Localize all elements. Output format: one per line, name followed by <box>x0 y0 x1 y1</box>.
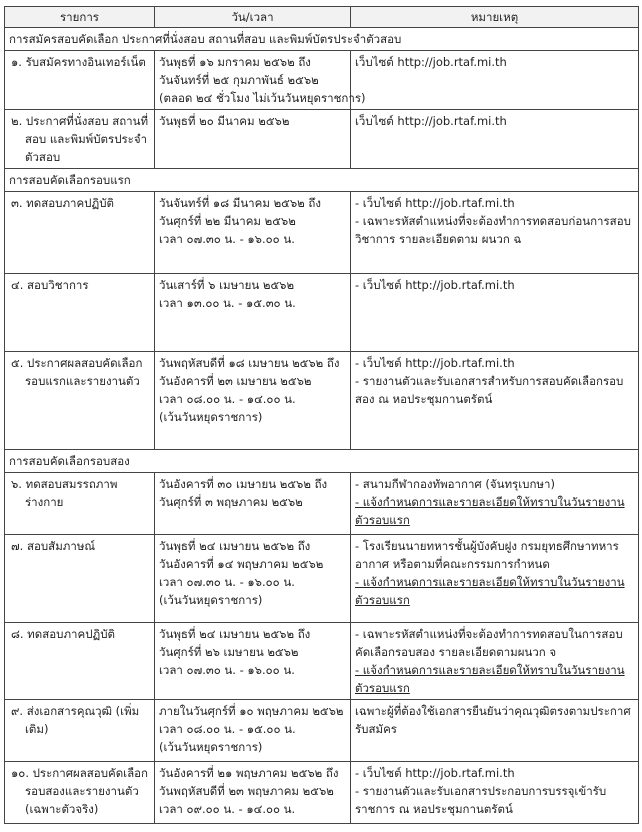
date-line: เวลา ๐๘.๐๐ น. - ๑๔.๐๐ น. <box>159 392 296 406</box>
date-line: วันพุธที่ ๒๐ มีนาคม ๒๕๖๒ <box>159 114 290 128</box>
date-line: (ตลอด ๒๔ ชั่วโมง ไม่เว้นวันหยุดราชการ) <box>159 91 366 105</box>
header-item: รายการ <box>5 7 155 28</box>
date-line: วันพฤหัสบดีที่ ๑๘ เมษายน ๒๕๖๒ ถึง <box>159 356 340 370</box>
date-line: เวลา ๐๙.๐๐ น. - ๑๔.๐๐ น. <box>159 802 296 816</box>
date-line: เวลา ๐๘.๐๐ น. - ๑๕.๐๐ น. <box>159 722 296 736</box>
table-row <box>5 192 639 274</box>
table-row <box>5 274 639 352</box>
date-line: วันอังคารที่ ๒๑ พฤษภาคม ๒๕๖๒ ถึง <box>159 766 339 780</box>
remark-text: เฉพาะผู้ที่ต้องใช้เอกสารยืนยันว่าคุณวุฒิตรงตามประกาศรับสมัคร <box>355 704 631 736</box>
date-line: วันเสาร์ที่ ๖ เมษายน ๒๕๖๒ <box>159 278 295 292</box>
header-date: วัน/เวลา <box>155 7 351 28</box>
section-row <box>5 450 639 473</box>
item-text: ๑๐. ประกาศผลสอบคัดเลือกรอบสองและรายงานตัว (เฉพาะตัวจริง) <box>11 766 149 816</box>
item-text: ๖. ทดสอบสมรรถภาพร่างกาย <box>11 477 118 509</box>
item-text: ๙. ส่งเอกสารคุณวุฒิ (เพิ่มเติม) <box>11 704 140 736</box>
date-line: วันพุธที่ ๒๔ เมษายน ๒๕๖๒ ถึง <box>159 627 311 641</box>
remark-text: เว็บไซต์ http://job.rtaf.mi.th <box>355 55 507 69</box>
date-line: เวลา ๐๗.๓๐ น. - ๑๖.๐๐ น. <box>159 663 295 677</box>
date-line: เวลา ๐๗.๓๐ น. - ๑๖.๐๐ น. <box>159 575 295 589</box>
date-line: วันศุกร์ที่ ๒๖ เมษายน ๒๕๖๒ <box>159 645 299 659</box>
remark-text: - รายงานตัวและรับเอกสารประกอบการบรรจุเข้ารับราชการ ณ หอประชุมกานตรัตน์ <box>355 784 607 816</box>
date-line: วันพฤหัสบดีที่ ๒๓ พฤษภาคม ๒๕๖๒ <box>159 784 334 798</box>
item-text: ๓. ทดสอบภาคปฏิบัติ <box>11 196 114 210</box>
schedule-table <box>4 6 639 824</box>
remark-text: - แจ้งกำหนดการและรายละเอียดให้ทราบในวันรายงานตัวรอบแรก <box>355 663 625 695</box>
date-line: เวลา ๐๗.๓๐ น. - ๑๖.๐๐ น. <box>159 232 295 246</box>
table-row <box>5 623 639 700</box>
table-row <box>5 352 639 450</box>
remark-text: - เว็บไซต์ http://job.rtaf.mi.th <box>355 356 515 370</box>
date-line: วันศุกร์ที่ ๒๒ มีนาคม ๒๕๖๒ <box>159 214 296 228</box>
date-line: วันจันทร์ที่ ๒๕ กุมภาพันธ์ ๒๕๖๒ <box>159 73 319 87</box>
item-text: ๔. สอบวิชาการ <box>11 278 89 292</box>
table-row <box>5 700 639 762</box>
table-row <box>5 473 639 535</box>
remark-text: - รายงานตัวและรับเอกสารสำหรับการสอบคัดเลือกรอบสอง ณ หอประชุมกานตรัตน์ <box>355 374 624 406</box>
header-remark: หมายเหตุ <box>351 7 639 28</box>
remark-text: - โรงเรียนนายทหารชั้นผู้บังคับฝูง กรมยุทธศึกษาทหารอากาศ หรือตามที่คณะกรรมการกำหนด <box>355 539 619 571</box>
date-line: วันพุธที่ ๑๖ มกราคม ๒๕๖๒ ถึง <box>159 55 311 69</box>
item-text: ๗. สอบสัมภาษณ์ <box>11 539 96 553</box>
remark-text: - เว็บไซต์ http://job.rtaf.mi.th <box>355 278 515 292</box>
date-line: วันอังคารที่ ๒๓ เมษายน ๒๕๖๒ <box>159 374 312 388</box>
date-line: เวลา ๑๓.๐๐ น. - ๑๕.๓๐ น. <box>159 296 296 310</box>
table-row <box>5 51 639 110</box>
date-line: (เว้นวันหยุดราชการ) <box>159 740 263 754</box>
item-text: ๒. ประกาศที่นั่งสอบ สถานที่สอบ และพิมพ์บัตรประจำตัวสอบ <box>11 114 149 164</box>
date-line: วันอังคารที่ ๓๐ เมษายน ๒๕๖๒ ถึง <box>159 477 328 491</box>
section-title: การสอบคัดเลือกรอบสอง <box>5 450 639 473</box>
remark-text: - เว็บไซต์ http://job.rtaf.mi.th <box>355 766 515 780</box>
date-line: วันจันทร์ที่ ๑๘ มีนาคม ๒๕๖๒ ถึง <box>159 196 321 210</box>
section-row <box>5 169 639 192</box>
table-row <box>5 535 639 623</box>
remark-text: - เฉพาะรหัสตำแหน่งที่จะต้องทำการทดสอบก่อนการสอบวิชาการ รายละเอียดตาม ผนวก ฉ <box>355 214 631 246</box>
item-text: ๕. ประกาศผลสอบคัดเลือกรอบแรกและรายงานตัว <box>11 356 143 388</box>
remark-text: - สนามกีฬากองทัพอากาศ (จันทรุเบกษา) <box>355 477 555 491</box>
header-row <box>5 7 639 28</box>
remark-text: - แจ้งกำหนดการและรายละเอียดให้ทราบในวันรายงานตัวรอบแรก <box>355 575 625 607</box>
remark-text: - เฉพาะรหัสตำแหน่งที่จะต้องทำการทดสอบในการสอบคัดเลือกรอบสอง รายละเอียดตามผนวก จ <box>355 627 623 659</box>
date-line: วันอังคารที่ ๑๔ พฤษภาคม ๒๕๖๒ <box>159 557 324 571</box>
date-line: วันศุกร์ที่ ๓ พฤษภาคม ๒๕๖๒ <box>159 495 303 509</box>
date-line: วันพุธที่ ๒๔ เมษายน ๒๕๖๒ ถึง <box>159 539 311 553</box>
date-line: (เว้นวันหยุดราชการ) <box>159 410 263 424</box>
remark-text: - เว็บไซต์ http://job.rtaf.mi.th <box>355 196 515 210</box>
remark-text: - แจ้งกำหนดการและรายละเอียดให้ทราบในวันรายงานตัวรอบแรก <box>355 495 625 527</box>
remark-text: เว็บไซต์ http://job.rtaf.mi.th <box>355 114 507 128</box>
table-row <box>5 110 639 169</box>
table-row <box>5 762 639 824</box>
date-line: (เว้นวันหยุดราชการ) <box>159 593 263 607</box>
date-line: ภายในวันศุกร์ที่ ๑๐ พฤษภาคม ๒๕๖๒ <box>159 704 344 718</box>
section-row <box>5 28 639 51</box>
section-title: การสอบคัดเลือกรอบแรก <box>5 169 639 192</box>
item-text: ๑. รับสมัครทางอินเทอร์เน็ต <box>11 55 146 69</box>
section-title: การสมัครสอบคัดเลือก ประกาศที่นั่งสอบ สถานที่สอบ และพิมพ์บัตรประจำตัวสอบ <box>5 28 639 51</box>
item-text: ๘. ทดสอบภาคปฏิบัติ <box>11 627 115 641</box>
